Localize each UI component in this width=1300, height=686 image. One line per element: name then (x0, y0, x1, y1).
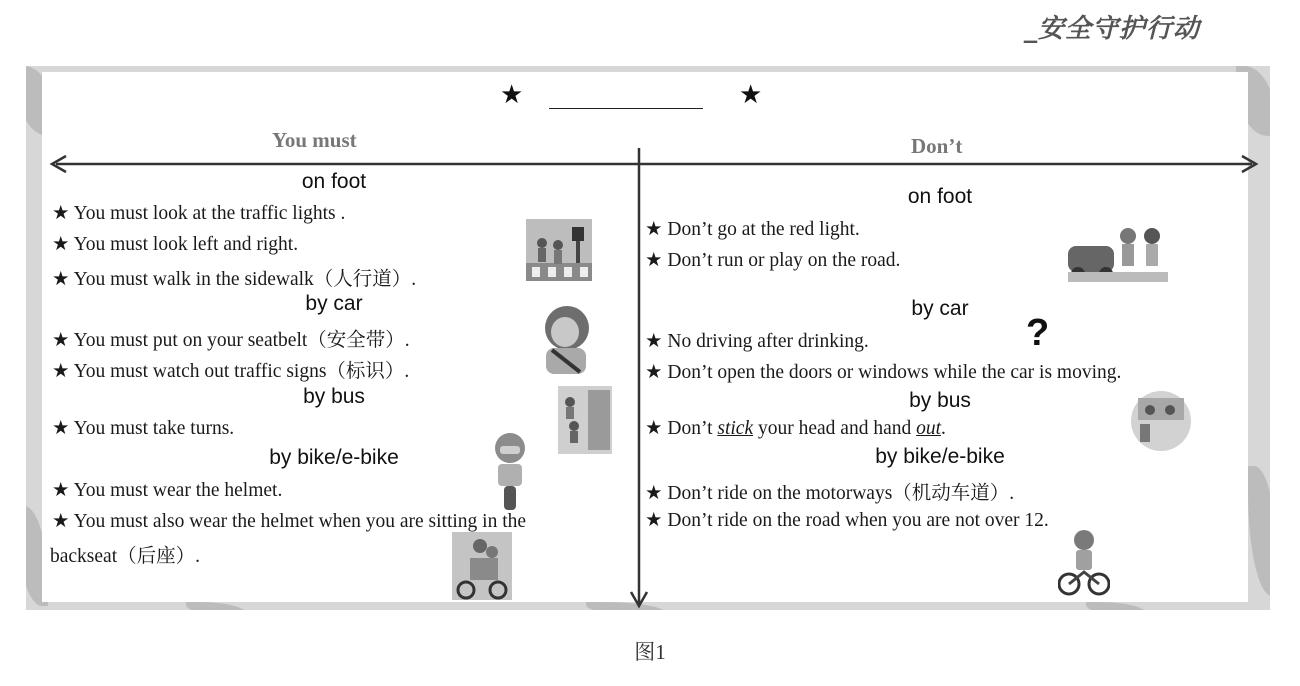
child-bicycle-illustration (1058, 528, 1110, 598)
question-mark-icon: ? (1026, 312, 1050, 354)
header-title: _安全守护行动 (1023, 14, 1200, 44)
list-item: ★ Don’t ride on the motorways（机动车道）. (645, 483, 1015, 504)
list-item: backseat（后座）. (50, 546, 201, 567)
section-title-by-bike: by bike/e-bike (875, 445, 1005, 468)
list-item: ★ Don’t go at the red light. (645, 219, 860, 240)
kids-near-car-illustration (1066, 222, 1170, 284)
item-text: your head and hand (753, 418, 917, 439)
helmet-rider-illustration (490, 432, 530, 512)
list-item: ★ Don’t run or play on the road. (645, 250, 901, 271)
underlined-word: stick (717, 418, 754, 439)
figure-caption: 图1 (634, 640, 666, 664)
list-item: ★ You must look left and right. (52, 234, 299, 255)
list-item: ★ Don’t open the doors or windows while the car is moving. (645, 362, 1122, 383)
column-heading-dont: Don’t (911, 134, 963, 158)
list-item: ★ You must walk in the sidewalk（人行道）. (52, 269, 417, 290)
section-title-on-foot: on foot (907, 185, 973, 208)
item-text: . (941, 418, 946, 439)
section-title-on-foot: on foot (301, 170, 367, 193)
list-item: ★ You must put on your seatbelt（安全带）. (52, 330, 410, 351)
list-item (645, 416, 946, 440)
section-title-by-bus: by bus (303, 385, 365, 408)
backseat-scooter-illustration (452, 532, 512, 600)
section-title-by-bike: by bike/e-bike (269, 446, 399, 469)
bus-passengers-illustration (558, 386, 612, 454)
star-icon: ★ (500, 80, 524, 110)
list-item: ★ You must wear the helmet. (52, 480, 283, 501)
column-heading-you-must: You must (272, 128, 357, 152)
list-item: ★ You must watch out traffic signs（标识）. (52, 361, 410, 382)
section-title-by-car: by car (305, 292, 363, 315)
list-item: ★ You must also wear the helmet when you are sitting in the (52, 511, 527, 532)
list-item: ★ No driving after drinking. (645, 331, 869, 352)
pedestrians-crossing-illustration (526, 219, 592, 281)
star-icon: ★ (739, 80, 763, 110)
list-item: ★ Don’t ride on the road when you are not over 12. (645, 510, 1049, 531)
list-item: ★ You must look at the traffic lights . (52, 203, 346, 224)
section-title-by-car: by car (911, 297, 969, 320)
bus-window-illustration (1130, 390, 1192, 452)
list-item: ★ You must take turns. (52, 418, 235, 439)
item-text: ★ Don’t (645, 418, 718, 439)
underlined-word: out (916, 418, 942, 439)
woman-seatbelt-illustration (540, 304, 592, 374)
section-title-by-bus: by bus (909, 389, 971, 412)
